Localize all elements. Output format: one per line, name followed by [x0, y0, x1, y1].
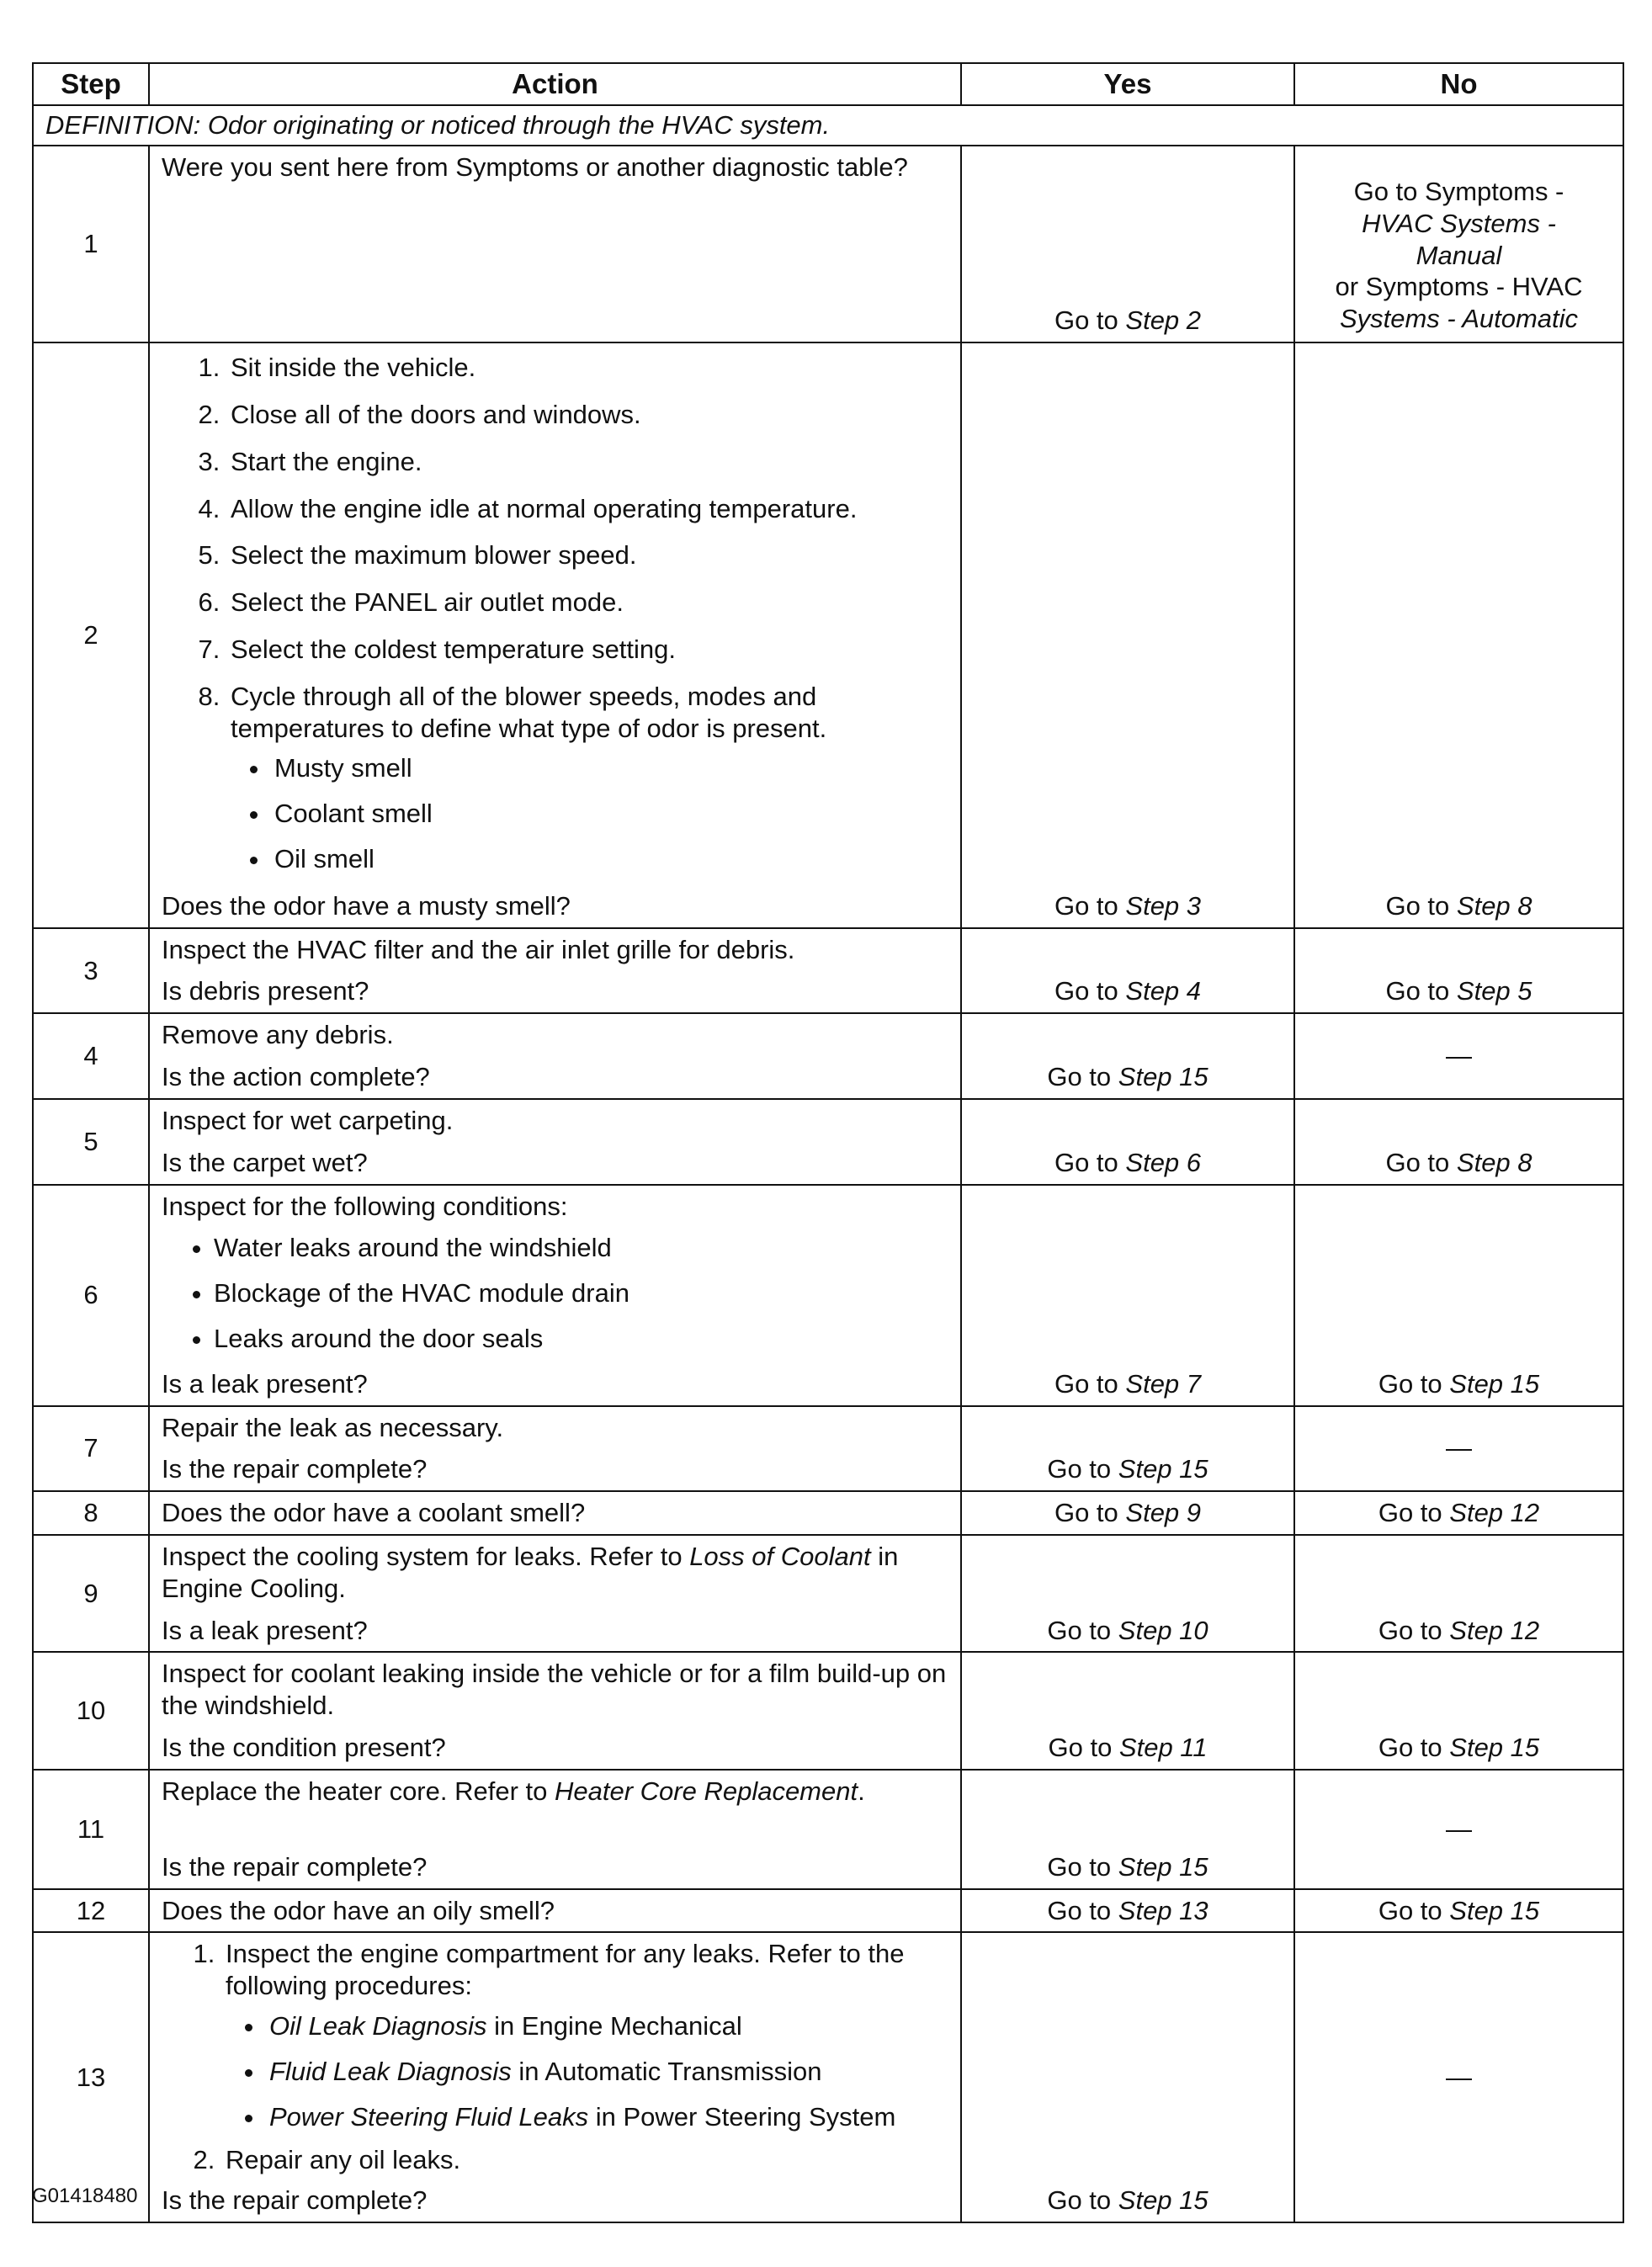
yes-step-ref: Step 10 [1118, 1615, 1208, 1645]
no-cell [1294, 1013, 1623, 1099]
no-step-ref: Step 12 [1449, 1498, 1540, 1528]
no-step-ref: Step 15 [1449, 1895, 1540, 1925]
no-cell [1294, 1889, 1623, 1933]
no-cell [1294, 1185, 1623, 1406]
action-text [162, 1541, 948, 1605]
step-number: 1 [33, 146, 149, 342]
no-prefix: Go to [1385, 890, 1457, 921]
action-text: Repair the leak as necessary. [162, 1412, 504, 1442]
list-item: 1. Sit inside the vehicle. [227, 352, 948, 384]
step-number: 8 [33, 1491, 149, 1535]
yes-prefix: Go to [1054, 305, 1126, 336]
action-text-post: in Engine Cooling. [162, 1542, 899, 1603]
question-text: Is the action complete? [162, 1062, 430, 1092]
list-item [227, 681, 948, 875]
bullet-item: • Coolant smell [271, 798, 948, 830]
no-cell [1294, 1652, 1623, 1769]
yes-step-ref: Step 2 [1125, 305, 1202, 336]
table-row [33, 1535, 1623, 1652]
action-text-pre: Inspect the cooling system for leaks. Refer to [162, 1542, 690, 1571]
yes-step-ref: Step 3 [1125, 890, 1202, 921]
list-item: 2. Close all of the doors and windows. [227, 399, 948, 431]
action-text: Were you sent here from Symptoms or another diagnostic table? [162, 152, 908, 183]
yes-prefix: Go to [1047, 1895, 1118, 1925]
action-cell [149, 1770, 961, 1889]
no-prefix: Go to [1378, 1368, 1450, 1399]
list-item-text: Inspect the engine compartment for any leaks. Refer to the following procedures: [226, 1939, 905, 2001]
action-cell [149, 928, 961, 1014]
yes-step-ref: Step 15 [1118, 1851, 1208, 1882]
action-cell [149, 1889, 961, 1933]
yes-cell [961, 928, 1294, 1014]
yes-prefix: Go to [1054, 890, 1126, 921]
no-cell [1294, 1491, 1623, 1535]
yes-prefix: Go to [1047, 1062, 1118, 1092]
table-row [33, 1013, 1623, 1099]
procedure-reference: Oil Leak Diagnosis [269, 2010, 487, 2041]
no-cell [1294, 146, 1623, 342]
no-cell [1294, 1932, 1623, 2222]
bullet-item: • Leaks around the door seals [214, 1323, 948, 1355]
procedure-section: in Power Steering System [588, 2101, 896, 2132]
step-number: 9 [33, 1535, 149, 1652]
yes-cell [961, 1652, 1294, 1769]
definition-text: DEFINITION: Odor originating or noticed through the HVAC system. [33, 105, 1623, 146]
action-reference: Heater Core Replacement [554, 1776, 858, 1806]
yes-step-ref: Step 9 [1125, 1498, 1202, 1528]
bullet-item: • Oil smell [271, 843, 948, 875]
step-number: 3 [33, 928, 149, 1014]
yes-step-ref: Step 4 [1125, 976, 1202, 1006]
list-item: 5. Select the maximum blower speed. [227, 539, 948, 571]
procedure-list [162, 352, 948, 875]
header-action: Action [149, 63, 961, 105]
action-text: Inspect the HVAC filter and the air inlet grille for debris. [162, 934, 795, 964]
table-row [33, 1770, 1623, 1889]
no-step-ref: Step 8 [1456, 890, 1532, 921]
no-step-ref: Step 15 [1449, 1733, 1540, 1763]
no-cell [1294, 1099, 1623, 1185]
action-cell [149, 1535, 961, 1652]
header-yes: Yes [961, 63, 1294, 105]
no-cell [1294, 1535, 1623, 1652]
no-line-4: or Symptoms - HVAC [1335, 272, 1583, 302]
list-item: 2. Repair any oil leaks. [222, 2144, 948, 2176]
yes-cell [961, 146, 1294, 342]
action-text: Inspect for wet carpeting. [162, 1105, 454, 1135]
no-line-2: HVAC Systems - [1362, 208, 1556, 238]
action-cell [149, 1185, 961, 1406]
list-item-text: Cycle through all of the blower speeds, modes and temperatures to define what type of odor is present. [231, 681, 827, 743]
step-number: 7 [33, 1406, 149, 1492]
action-cell [149, 1932, 961, 2222]
bullet-item: • Water leaks around the windshield [214, 1232, 948, 1264]
table-row [33, 1491, 1623, 1535]
yes-step-ref: Step 13 [1118, 1895, 1208, 1925]
step-number: 5 [33, 1099, 149, 1185]
bullet-item [266, 2101, 948, 2133]
question-text: Is the repair complete? [162, 1851, 428, 1882]
step-number: 2 [33, 342, 149, 928]
action-cell [149, 342, 961, 928]
no-line [1307, 176, 1611, 208]
action-reference: Loss of Coolant [689, 1542, 871, 1571]
yes-cell [961, 1099, 1294, 1185]
step-number: 11 [33, 1770, 149, 1889]
question-text: Is the repair complete? [162, 2185, 428, 2216]
question-text: Is the condition present? [162, 1733, 446, 1763]
step-number: 13 [33, 1932, 149, 2222]
no-step-ref: Step 5 [1456, 976, 1532, 1006]
no-cell [1294, 1770, 1623, 1889]
yes-prefix: Go to [1054, 976, 1126, 1006]
header-row [33, 63, 1623, 105]
table-row [33, 1652, 1623, 1769]
no-prefix: Go to [1378, 1895, 1450, 1925]
table-row [33, 1932, 1623, 2222]
yes-prefix: Go to [1047, 2185, 1118, 2216]
list-item: 7. Select the coldest temperature setting. [227, 634, 948, 666]
yes-step-ref: Step 15 [1118, 1454, 1208, 1484]
question-text: Is the carpet wet? [162, 1147, 368, 1177]
procedure-section: in Automatic Transmission [511, 2056, 822, 2086]
action-text: Does the odor have a coolant smell? [162, 1498, 586, 1528]
list-item: 6. Select the PANEL air outlet mode. [227, 587, 948, 619]
no-line-1: Go to Symptoms - [1353, 177, 1564, 206]
yes-cell [961, 1185, 1294, 1406]
no-prefix: Go to [1378, 1733, 1450, 1763]
procedure-reference: Fluid Leak Diagnosis [269, 2056, 512, 2086]
no-step-ref: Step 8 [1456, 1147, 1532, 1177]
yes-prefix: Go to [1054, 1147, 1126, 1177]
no-cell [1294, 1406, 1623, 1492]
yes-cell [961, 1889, 1294, 1933]
table-row [33, 928, 1623, 1014]
question-text: Is the repair complete? [162, 1454, 428, 1484]
yes-step-ref: Step 11 [1118, 1733, 1208, 1763]
question-text: Does the odor have a musty smell? [162, 890, 571, 921]
yes-step-ref: Step 7 [1125, 1368, 1202, 1399]
no-step-ref: Step 12 [1449, 1615, 1540, 1645]
question-text: Is debris present? [162, 976, 369, 1006]
diagnostic-table [32, 62, 1624, 2223]
action-text: Does the odor have an oily smell? [162, 1895, 555, 1925]
action-cell [149, 1491, 961, 1535]
yes-prefix: Go to [1047, 1851, 1118, 1882]
list-item: 4. Allow the engine idle at normal operating temperature. [227, 493, 948, 525]
step-number: 4 [33, 1013, 149, 1099]
bullet-item: • Musty smell [271, 752, 948, 784]
yes-prefix: Go to [1054, 1498, 1126, 1528]
step-number: 12 [33, 1889, 149, 1933]
no-cell [1294, 928, 1623, 1014]
action-cell [149, 1099, 961, 1185]
procedure-list [162, 1938, 948, 2176]
definition-row [33, 105, 1623, 146]
yes-cell [961, 1406, 1294, 1492]
bullet-item [266, 2010, 948, 2042]
question-text: Is a leak present? [162, 1615, 368, 1645]
reference-list [226, 2010, 948, 2132]
action-text: Inspect for the following conditions: [162, 1191, 568, 1221]
condition-list [162, 1232, 948, 1354]
odor-list [231, 752, 948, 874]
no-dash: — [1446, 2062, 1472, 2092]
no-line-5: Systems - Automatic [1339, 304, 1579, 334]
list-item [222, 1938, 948, 2132]
yes-prefix: Go to [1047, 1454, 1118, 1484]
action-cell [149, 146, 961, 342]
no-cell [1294, 342, 1623, 928]
table-row [33, 1099, 1623, 1185]
table-row [33, 146, 1623, 342]
procedure-reference: Power Steering Fluid Leaks [269, 2101, 589, 2132]
yes-step-ref: Step 15 [1118, 2185, 1208, 2216]
list-item: 3. Start the engine. [227, 446, 948, 478]
yes-cell [961, 1491, 1294, 1535]
bullet-item [266, 2056, 948, 2088]
yes-step-ref: Step 15 [1118, 1062, 1208, 1092]
yes-cell [961, 1013, 1294, 1099]
yes-prefix: Go to [1054, 1368, 1126, 1399]
header-no: No [1294, 63, 1623, 105]
no-dash: — [1446, 1813, 1472, 1844]
figure-id: G01418480 [32, 2185, 138, 2207]
action-text-post: . [858, 1776, 865, 1806]
no-dash: — [1446, 1041, 1472, 1071]
action-text: Inspect for coolant leaking inside the vehicle or for a film build-up on the windshield. [162, 1659, 947, 1721]
procedure-section: in Engine Mechanical [486, 2010, 742, 2041]
yes-step-ref: Step 6 [1125, 1147, 1202, 1177]
question-text: Is a leak present? [162, 1368, 368, 1399]
no-prefix: Go to [1385, 1147, 1457, 1177]
yes-cell [961, 1932, 1294, 2222]
table-row [33, 1185, 1623, 1406]
table-row [33, 1406, 1623, 1492]
yes-cell [961, 1535, 1294, 1652]
yes-cell [961, 1770, 1294, 1889]
yes-prefix: Go to [1047, 1615, 1118, 1645]
step-number: 6 [33, 1185, 149, 1406]
yes-cell [961, 342, 1294, 928]
no-prefix: Go to [1378, 1615, 1450, 1645]
action-text-pre: Replace the heater core. Refer to [162, 1776, 555, 1806]
no-step-ref: Step 15 [1449, 1368, 1540, 1399]
step-number: 10 [33, 1652, 149, 1769]
action-text [162, 1776, 948, 1808]
action-cell [149, 1652, 961, 1769]
action-cell [149, 1406, 961, 1492]
action-cell [149, 1013, 961, 1099]
header-step: Step [33, 63, 149, 105]
no-line-3: Manual [1416, 240, 1502, 270]
bullet-item: • Blockage of the HVAC module drain [214, 1277, 948, 1309]
no-dash: — [1446, 1433, 1472, 1463]
table-row [33, 1889, 1623, 1933]
no-prefix: Go to [1378, 1498, 1450, 1528]
table-row [33, 342, 1623, 928]
action-text: Remove any debris. [162, 1020, 394, 1050]
yes-prefix: Go to [1048, 1733, 1119, 1763]
no-prefix: Go to [1385, 976, 1457, 1006]
